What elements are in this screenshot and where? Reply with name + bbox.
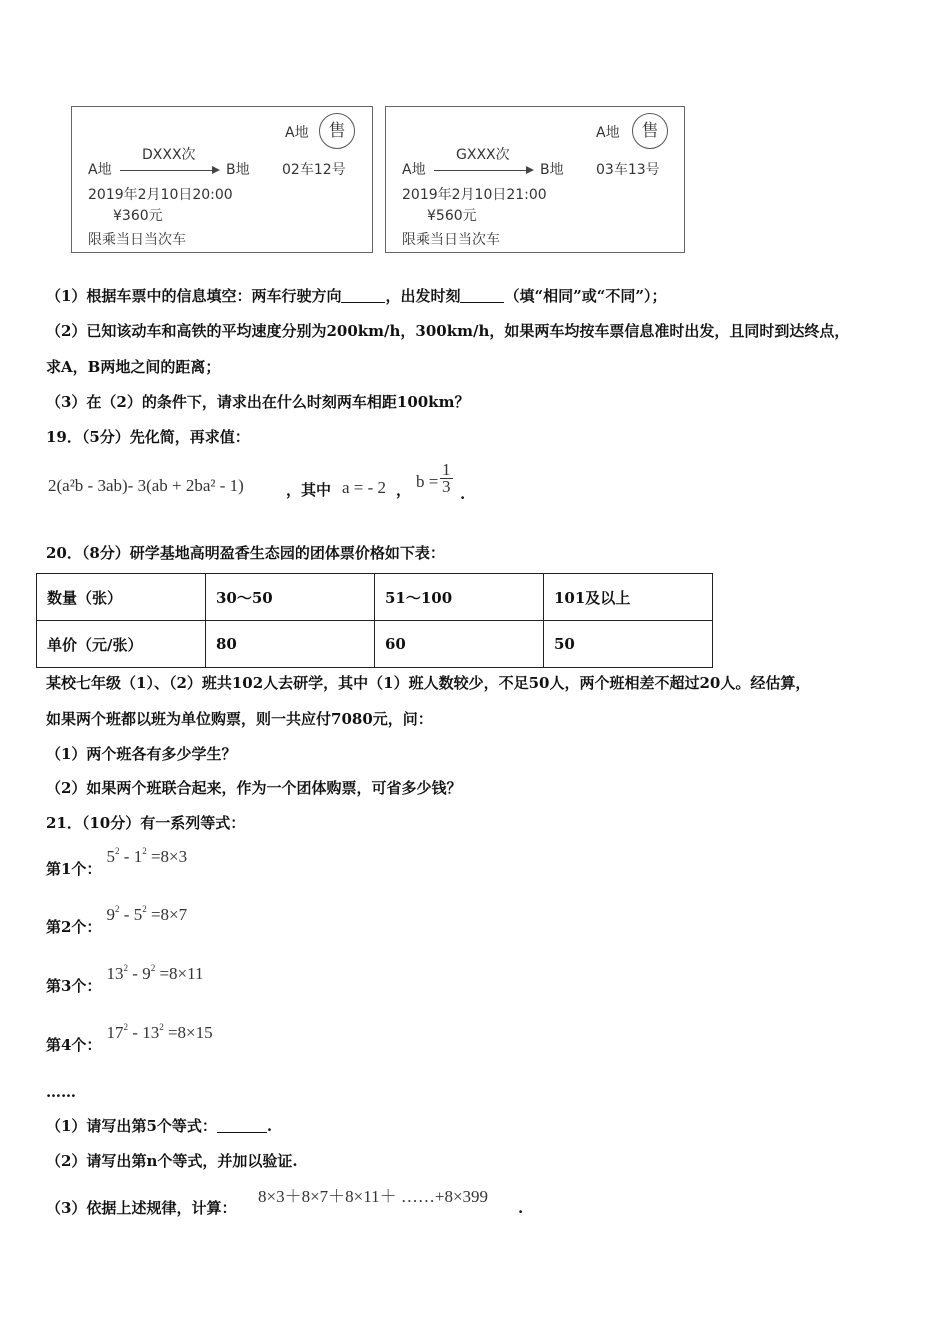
ticket-seat: 02车12号 bbox=[282, 162, 346, 178]
ticket-dest-label: A地 bbox=[596, 125, 620, 141]
equation-term: 17 bbox=[106, 1023, 124, 1042]
q20-part1: （1）两个班各有多少学生？ bbox=[46, 745, 237, 763]
equation-expression bbox=[107, 964, 204, 983]
minus-sign: - bbox=[119, 905, 134, 924]
ticket-from: A地 bbox=[402, 162, 426, 178]
answer-blank[interactable] bbox=[460, 288, 504, 303]
table-cell: 单价（元/张） bbox=[37, 621, 206, 668]
exponent: 2 bbox=[123, 1022, 129, 1032]
q21-part2: （2）请写出第n个等式，并加以验证. bbox=[46, 1152, 298, 1170]
q21-title: 21．（10分）有一系列等式： bbox=[46, 814, 246, 832]
equation-term: 13 bbox=[142, 1023, 160, 1042]
equation-label: 第4个： bbox=[46, 1036, 102, 1054]
q19-where-label: ，其中 bbox=[286, 481, 332, 499]
ticket-datetime: 2019年2月10日21:00 bbox=[402, 187, 547, 203]
equation-term: 5 bbox=[106, 847, 116, 866]
minus-sign: - bbox=[128, 1023, 143, 1042]
q18-part1-text-a: （1）根据车票中的信息填空：两车行驶方向 bbox=[46, 287, 342, 305]
q18-part1-text-b: ，出发时刻 bbox=[385, 287, 461, 305]
equation-rhs: =8×15 bbox=[167, 1023, 213, 1042]
q20-title: 20．（8分）研学基地高明盈香生态园的团体票价格如下表： bbox=[46, 544, 445, 562]
equation-term: 9 bbox=[106, 905, 116, 924]
q19-b-fraction bbox=[440, 462, 453, 495]
train-ticket-dxxx bbox=[71, 106, 373, 253]
exponent: 2 bbox=[159, 1022, 164, 1032]
table-cell: 30～50 bbox=[206, 574, 375, 621]
q20-part2: （2）如果两个班联合起来，作为一个团体购票，可省多少钱？ bbox=[46, 779, 462, 797]
table-cell: 51～100 bbox=[375, 574, 544, 621]
exponent: 2 bbox=[123, 963, 129, 973]
q21-part3-end: . bbox=[518, 1199, 524, 1217]
exponent: 2 bbox=[115, 846, 120, 856]
ticket-datetime: 2019年2月10日20:00 bbox=[88, 187, 233, 203]
q19-b-lhs: b = bbox=[416, 472, 439, 491]
direction-arrow-icon bbox=[120, 170, 218, 171]
q21-part1 bbox=[46, 1116, 272, 1136]
ticket-train-number: DXXX次 bbox=[142, 147, 196, 163]
equation-rhs: =8×11 bbox=[159, 964, 204, 983]
q21-ellipsis: …… bbox=[46, 1083, 76, 1101]
q21-equation-2 bbox=[46, 904, 188, 936]
ticket-note: 限乘当日当次车 bbox=[402, 232, 500, 248]
table-cell: 80 bbox=[206, 621, 375, 668]
group-ticket-price-table bbox=[36, 573, 713, 668]
table-row bbox=[37, 621, 713, 668]
exponent: 2 bbox=[115, 904, 120, 914]
table-cell: 60 bbox=[375, 621, 544, 668]
sale-stamp-icon: 售 bbox=[319, 113, 355, 149]
q21-part1-end: . bbox=[266, 1117, 273, 1135]
equation-term: 13 bbox=[106, 964, 124, 983]
equation-term: 9 bbox=[142, 964, 151, 983]
exponent: 2 bbox=[150, 963, 156, 973]
q21-part3 bbox=[46, 1180, 606, 1220]
equation-label: 第3个： bbox=[46, 977, 102, 995]
q21-part3-text: （3）依据上述规律，计算： bbox=[46, 1199, 237, 1217]
q18-part3: （3）在（2）的条件下，请求出在什么时刻两车相距100km？ bbox=[46, 393, 470, 411]
q18-part2-line2: 求A，B两地之间的距离； bbox=[46, 358, 221, 376]
equation-expression bbox=[107, 847, 188, 866]
ticket-to: B地 bbox=[540, 162, 564, 178]
equation-expression bbox=[107, 1023, 213, 1042]
q21-part1-text: （1）请写出第5个等式： bbox=[46, 1117, 217, 1135]
train-ticket-gxxx bbox=[385, 106, 685, 253]
ticket-from: A地 bbox=[88, 162, 112, 178]
equation-expression bbox=[107, 905, 188, 924]
equation-rhs: =8×7 bbox=[150, 905, 188, 924]
ticket-price: ¥560元 bbox=[427, 208, 477, 224]
fraction-denominator: 3 bbox=[442, 477, 451, 496]
answer-blank[interactable] bbox=[217, 1118, 267, 1133]
sale-stamp-icon: 售 bbox=[632, 113, 668, 149]
ticket-seat: 03车13号 bbox=[596, 162, 660, 178]
exponent: 2 bbox=[142, 846, 147, 856]
q18-part1-text-c: （填“相同”或“不同”）； bbox=[504, 287, 667, 305]
direction-arrow-icon bbox=[434, 170, 532, 171]
q18-part1 bbox=[46, 286, 666, 306]
q18-part2-line1: （2）已知该动车和高铁的平均速度分别为200km/h，300km/h，如果两车均按车票信息准时出发，且同时到达终点， bbox=[46, 322, 850, 340]
ticket-train-number: GXXX次 bbox=[456, 147, 510, 163]
equation-label: 第1个： bbox=[46, 860, 102, 878]
table-cell: 数量（张） bbox=[37, 574, 206, 621]
q20-description-line1: 某校七年级（1）、（2）班共102人去研学，其中（1）班人数较少，不足50人，两个班相差不超过20人。经估算， bbox=[46, 674, 811, 692]
answer-blank[interactable] bbox=[341, 288, 385, 303]
equation-term: 5 bbox=[133, 905, 143, 924]
q21-part3-expression: 8×3＋8×7＋8×11＋ ……+8×399 bbox=[258, 1187, 489, 1206]
equation-label: 第2个： bbox=[46, 918, 102, 936]
q19-a-value: a = - 2 bbox=[342, 478, 387, 497]
q21-equation-3 bbox=[46, 963, 204, 995]
equation-rhs: =8×3 bbox=[150, 847, 188, 866]
q19-expression: 2(a²b - 3ab)- 3(ab + 2ba² - 1) bbox=[48, 476, 244, 495]
q19-title: 19．（5分）先化简，再求值： bbox=[46, 428, 250, 446]
q21-equation-1 bbox=[46, 846, 188, 878]
equation-term: 1 bbox=[133, 847, 143, 866]
minus-sign: - bbox=[128, 964, 143, 983]
ticket-to: B地 bbox=[226, 162, 250, 178]
minus-sign: - bbox=[119, 847, 134, 866]
table-cell: 101及以上 bbox=[544, 574, 713, 621]
table-cell: 50 bbox=[544, 621, 713, 668]
q19-comma: ， bbox=[396, 481, 412, 499]
ticket-dest-label: A地 bbox=[285, 125, 309, 141]
q19-end-period: . bbox=[460, 485, 466, 503]
ticket-note: 限乘当日当次车 bbox=[88, 232, 186, 248]
fraction-numerator: 1 bbox=[442, 460, 451, 479]
table-row bbox=[37, 574, 713, 621]
q20-description-line2: 如果两个班都以班为单位购票，则一共应付7080元，问： bbox=[46, 710, 433, 728]
exponent: 2 bbox=[142, 904, 147, 914]
ticket-price: ¥360元 bbox=[113, 208, 163, 224]
q21-equation-4 bbox=[46, 1022, 213, 1054]
